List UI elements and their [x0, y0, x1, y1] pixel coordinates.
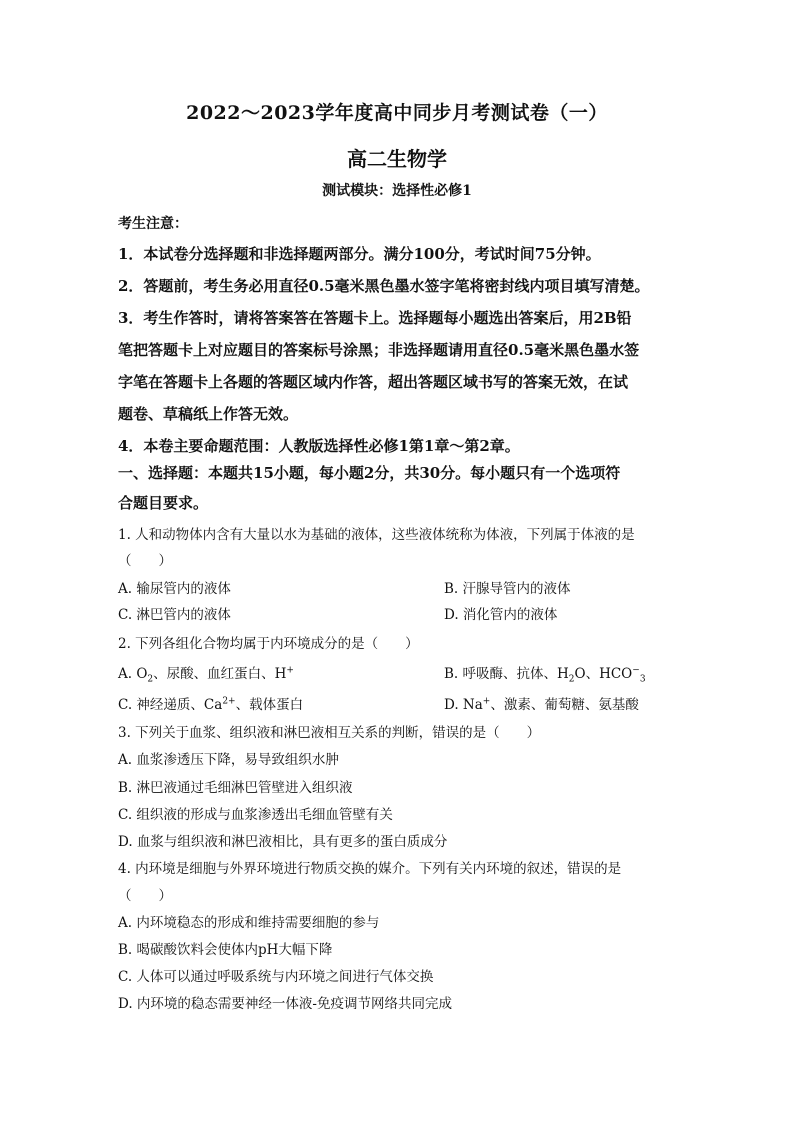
note-3-line-2: 笔把答题卡上对应题目的答案标号涂黑；非选择题请用直径0.5毫米黑色墨水签 — [118, 341, 640, 359]
note-3-line-3: 字笔在答题卡上各题的答题区域内作答，超出答题区域书写的答案无效，在试 — [118, 373, 629, 391]
question-3-option-c: C. 组织液的形成与血浆渗透出毛细血管壁有关 — [118, 807, 393, 823]
question-2-stem: 2. 下列各组化合物均属于内环境成分的是（ ） — [118, 636, 419, 652]
note-2: 2．答题前，考生务必用直径0.5毫米黑色墨水签字笔将密封线内项目填写清楚。 — [118, 277, 650, 295]
question-4-option-d: D. 内环境的稳态需要神经一体液-免疫调节网络共同完成 — [118, 996, 452, 1012]
notes-heading: 考生注意： — [118, 216, 188, 232]
question-3-option-b: B. 淋巴液通过毛细淋巴管壁进入组织液 — [118, 780, 353, 796]
question-1-option-c: C. 淋巴管内的液体 — [118, 607, 231, 623]
note-3-line-1: 3．考生作答时，请将答案答在答题卡上。选择题每小题选出答案后，用2B铅 — [118, 309, 632, 327]
question-2-option-b: B. 呼吸酶、抗体、$H_2O$、$HCO^-_3$ — [444, 665, 646, 685]
question-3-option-d: D. 血浆与组织液和淋巴液相比，具有更多的蛋白质成分 — [118, 834, 448, 850]
question-1-option-d: D. 消化管内的液体 — [444, 607, 558, 623]
question-4-stem: 4. 内环境是细胞与外界环境进行物质交换的媒介。下列有关内环境的叙述，错误的是 — [118, 861, 622, 877]
section-heading-line-2: 合题目要求。 — [118, 494, 209, 512]
question-1-stem: 1. 人和动物体内含有大量以水为基础的液体，这些液体统称为体液，下列属于体液的是 — [118, 527, 635, 543]
question-2-option-c: C. 神经递质、$Ca^{2+}$、载体蛋白 — [118, 696, 304, 713]
question-4-option-a: A. 内环境稳态的形成和维持需要细胞的参与 — [118, 915, 380, 931]
section-heading-line-1: 一、选择题：本题共15小题，每小题2分，共30分。每小题只有一个选项符 — [118, 464, 621, 482]
question-2-option-d: D. Na+、激素、葡萄糖、氨基酸 — [444, 696, 639, 713]
question-3-option-a: A. 血浆渗透压下降，易导致组织水肿 — [118, 752, 339, 768]
question-1-option-b: B. 汗腺导管内的液体 — [444, 581, 571, 597]
exam-title: 2022～2023学年度高中同步月考测试卷（一） — [186, 102, 608, 124]
question-2-option-a: A. $O_2$、尿酸、血红蛋白、H+ — [118, 665, 294, 685]
question-1-paren: （ ） — [118, 553, 172, 569]
module-line: 测试模块：选择性必修1 — [322, 183, 472, 199]
note-1: 1．本试卷分选择题和非选择题两部分。满分100分，考试时间75分钟。 — [118, 245, 601, 263]
note-4: 4．本卷主要命题范围：人教版选择性必修1第1章～第2章。 — [118, 437, 520, 455]
note-3-line-4: 题卷、草稿纸上作答无效。 — [118, 405, 299, 423]
question-4-option-b: B. 喝碳酸饮料会使体内pH大幅下降 — [118, 942, 333, 958]
subject-title: 高二生物学 — [347, 147, 447, 171]
question-3-stem: 3. 下列关于血浆、组织液和淋巴液相互关系的判断，错误的是（ ） — [118, 725, 541, 741]
question-4-option-c: C. 人体可以通过呼吸系统与内环境之间进行气体交换 — [118, 969, 434, 985]
question-1-option-a: A. 输尿管内的液体 — [118, 581, 231, 597]
question-4-paren: （ ） — [118, 888, 172, 904]
